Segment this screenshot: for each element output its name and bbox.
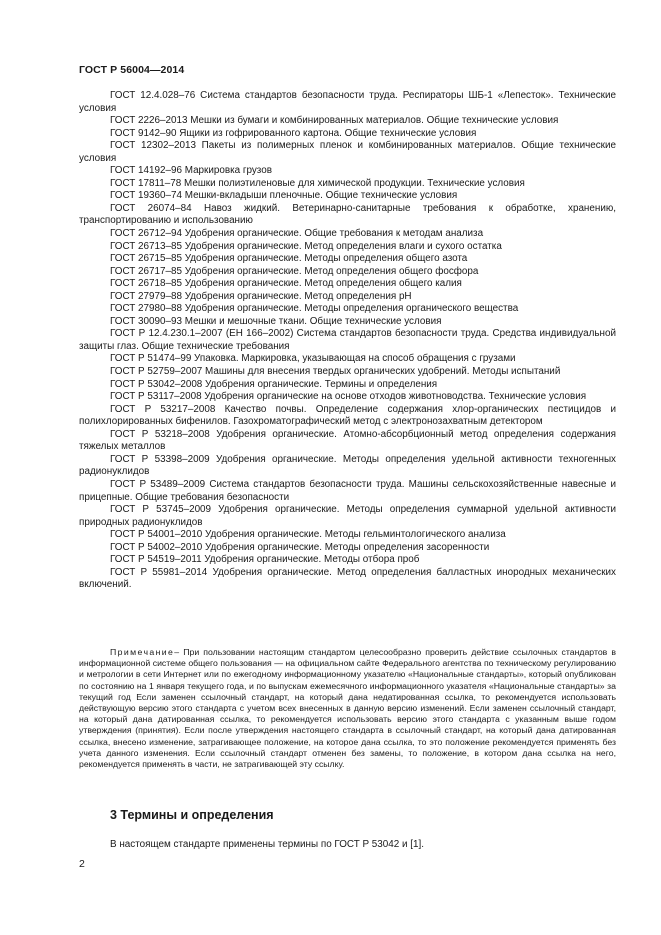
reference-item: ГОСТ 12302–2013 Пакеты из полимерных пленок и комбинированных материалов. Общие технические условия — [79, 140, 616, 164]
reference-item: ГОСТ 14192–96 Маркировка грузов — [110, 165, 272, 177]
section-title: 3 Термины и определения — [110, 808, 274, 822]
reference-item: ГОСТ 26074–84 Навоз жидкий. Ветеринарно-санитарные требования к обработке, хранению, транспортированию и использованию — [79, 202, 616, 227]
reference-item: ГОСТ Р 53217–2008 Качество почвы. Определение содержания хлор-органических пестицидов и полихлорированных бифенилов. Газохроматографический метод с электронозахватным детектором — [79, 403, 616, 428]
reference-item: ГОСТ Р 12.4.230.1–2007 (ЕН 166–2002) Система стандартов безопасности труда. Средства индивидуальной защиты глаз. Общие технические требования — [79, 328, 616, 352]
reference-item: ГОСТ 9142–90 Ящики из гофрированного картона. Общие технические условия — [110, 127, 477, 139]
reference-item: ГОСТ 26718–85 Удобрения органические. Метод определения общего калия — [110, 278, 462, 290]
reference-item: ГОСТ 30090–93 Мешки и мешочные ткани. Общие технические условия — [110, 315, 442, 327]
reference-item: ГОСТ Р 54002–2010 Удобрения органические. Методы определения засоренности — [110, 541, 490, 553]
reference-item: ГОСТ Р 54519–2011 Удобрения органические. Методы отбора проб — [110, 554, 420, 566]
reference-item: ГОСТ Р 52759–2007 Машины для внесения твердых органических удобрений. Методы испытаний — [110, 366, 561, 378]
note-label: Примечание — [110, 647, 175, 657]
reference-item: ГОСТ Р 54001–2010 Удобрения органические. Методы гельминтологического анализа — [110, 529, 506, 541]
reference-item: ГОСТ 26712–94 Удобрения органические. Общие требования к методам анализа — [110, 228, 484, 240]
note-paragraph — [79, 647, 616, 770]
reference-item: ГОСТ Р 55981–2014 Удобрения органические. Метод определения балластных инородных механических включений. — [79, 566, 616, 591]
reference-item: ГОСТ 26715–85 Удобрения органические. Методы определения общего азота — [110, 253, 468, 265]
reference-item: ГОСТ Р 53745–2009 Удобрения органические. Методы определения суммарной удельной активности природных радионуклидов — [79, 504, 616, 528]
reference-item: ГОСТ Р 53042–2008 Удобрения органические. Термины и определения — [110, 378, 438, 390]
reference-item: ГОСТ 2226–2013 Мешки из бумаги и комбинированных материалов. Общие технические условия — [110, 115, 559, 127]
reference-item: ГОСТ Р 51474–99 Упаковка. Маркировка, указывающая на способ обращения с грузами — [110, 353, 516, 365]
document-header: ГОСТ Р 56004—2014 — [79, 64, 185, 76]
reference-item: ГОСТ Р 53218–2008 Удобрения органические. Атомно-абсорбционный метод определения содержания тяжелых металлов — [79, 428, 616, 453]
reference-item: ГОСТ Р 53117–2008 Удобрения органические на основе отходов животноводства. Технические условия — [110, 391, 587, 403]
section-text: В настоящем стандарте применены термины по ГОСТ Р 53042 и [1]. — [110, 839, 424, 850]
reference-item: ГОСТ 26717–85 Удобрения органические. Метод определения общего фосфора — [110, 265, 479, 277]
reference-item: ГОСТ 12.4.028–76 Система стандартов безопасности труда. Респираторы ШБ-1 «Лепесток». Технические условия — [79, 90, 616, 114]
reference-item: ГОСТ 19360–74 Мешки-вкладыши пленочные. Общие технические условия — [110, 190, 458, 202]
reference-item: ГОСТ 27980–88 Удобрения органические. Методы определения органического вещества — [110, 303, 519, 315]
reference-item: ГОСТ 26713–85 Удобрения органические. Метод определения влаги и сухого остатка — [110, 240, 502, 252]
reference-item: ГОСТ Р 53398–2009 Удобрения органические. Методы определения удельной активности техногенных радионуклидов — [79, 453, 616, 478]
reference-item: ГОСТ 27979–88 Удобрения органические. Метод определения pH — [110, 290, 412, 302]
reference-item: ГОСТ 17811–78 Мешки полиэтиленовые для химической продукции. Технические условия — [110, 177, 525, 189]
reference-item: ГОСТ Р 53489–2009 Система стандартов безопасности труда. Машины сельскохозяйственные навесные и прицепные. Общие требования безопасности — [79, 478, 616, 503]
normative-references-list — [79, 90, 616, 592]
note-text: – При пользовании настоящим стандартом целесообразно проверить действие ссылочных стандартов в информационной системе общего пользования — на официальном сайте Федерального агентства по техническому регулированию и метрологии в сети Интернет или по ежегодному информационному указателю «Национальные стандарты», который опубликован по состоянию на 1 января текущего года, и по выпускам ежемесячного информационного указателя «Национальные стандарты» за текущий год Если заменен ссылочный стандарт, на который дана недатированная ссылка, то рекомендуется использовать действующую версию этого стандарта с учетом всех внесенных в данную версию изменений. Если заменен ссылочный стандарт, на который дана датированная ссылка, то рекомендуется использовать версию этого стандарта с указанным выше годом утверждения (принятия). Если после утверждения настоящего стандарта в ссылочный стандарт, на который дана датированная ссылка, внесено изменение, затрагивающее положение, на которое дана ссылка, то это положение рекомендуется применять без учета данного изменения. Если ссылочный стандарт отменен без замены, то положение, в котором дана ссылка на него, рекомендуется применять в части, не затрагивающей эту ссылку. — [79, 647, 616, 770]
page-number: 2 — [79, 858, 85, 870]
